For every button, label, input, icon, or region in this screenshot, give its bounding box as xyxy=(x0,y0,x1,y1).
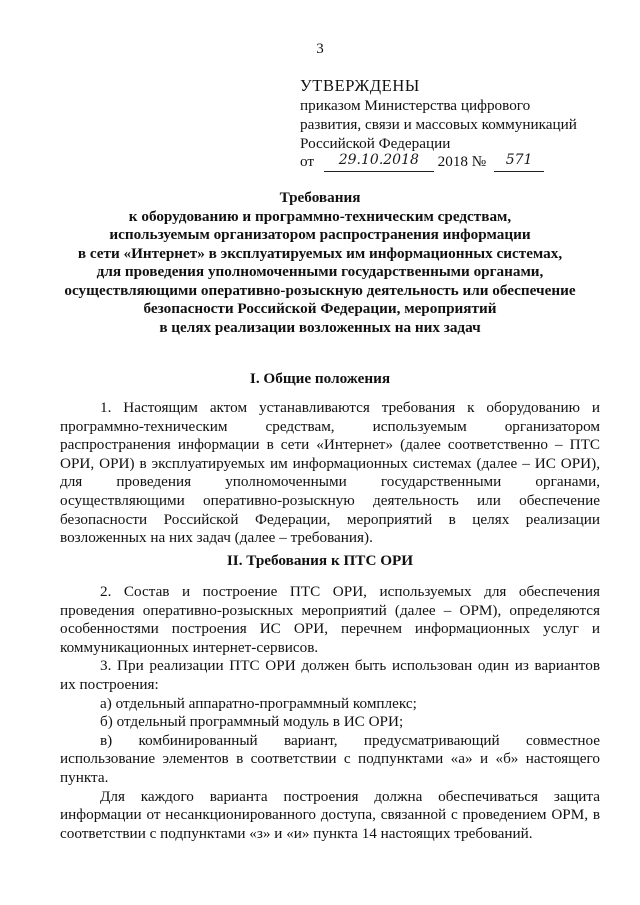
section-1-heading: I. Общие положения xyxy=(249,370,391,387)
title-line-5: для проведения уполномоченными государственными органами, xyxy=(96,263,544,280)
title-line-3: используемым организатором распространения информации xyxy=(109,226,531,243)
approval-block xyxy=(300,76,600,172)
paragraph-2: 2. Состав и построение ПТС ОРИ, используемых для обеспечения проведения оперативно-розыскных мероприятий (далее – ОРМ), определяются особенностями построения ИС ОРИ, перечнем информационных услуг и коммуникационных интернет-сервисов. xyxy=(60,583,600,656)
approval-heading: УТВЕРЖДЕНЫ xyxy=(300,76,420,95)
title-line-8: в целях реализации возложенных на них задач xyxy=(159,318,481,336)
paragraph-last: Для каждого варианта построения должна обеспечиваться защита информации от несанкционированного доступа, связанной с проведением ОРМ, в соответствии с подпунктами «з» и «и» пункта 14 настоящих требований. xyxy=(60,787,600,842)
title-line-4: в сети «Интернет» в эксплуатируемых им информационных системах, xyxy=(77,244,563,262)
year-number-label: 2018 № xyxy=(437,153,487,170)
approval-date-number-row xyxy=(300,153,600,172)
title-line-6: осуществляющими оперативно-розыскную деятельность или обеспечение xyxy=(64,281,576,299)
approval-line-2: развития, связи и массовых коммуникаций xyxy=(300,116,577,133)
title-line-1: Требования xyxy=(279,189,361,206)
title-line-2: к оборудованию и программно-техническим средствам, xyxy=(128,207,512,225)
list-item-a: а) отдельный аппаратно-программный комплекс; xyxy=(100,694,417,712)
handwritten-date: 29.10.2018 xyxy=(338,151,419,168)
section-2-heading: II. Требования к ПТС ОРИ xyxy=(226,552,414,569)
document-title xyxy=(40,189,600,337)
handwritten-number: 571 xyxy=(505,151,533,168)
section-2-body xyxy=(60,583,600,843)
approval-line-1: приказом Министерства цифрового xyxy=(300,97,531,114)
list-item-b: б) отдельный программный модуль в ИС ОРИ; xyxy=(100,713,404,731)
list-item-v: в) комбинированный вариант, предусматривающий совместное использование элементов в соответствии с подпунктами «а» и «б» настоящего пункта. xyxy=(60,731,600,786)
title-line-7: безопасности Российской Федерации, мероприятий xyxy=(143,300,497,317)
paragraph-1: 1. Настоящим актом устанавливаются требования к оборудованию и программно-техническим средствам, используемым организатором распространения информации в сети «Интернет» (далее соответственно – ПТС ОРИ, ОРИ) в эксплуатируемых им информационных системах (далее – ИС ОРИ), для проведения уполномоченными государственными органами, осуществляющими оперативно-розыскную деятельность или обеспечение безопасности Российской Федерации, мероприятий в целях реализации возложенных на них задач (далее – требования). xyxy=(60,399,600,547)
page-number: 3 xyxy=(316,41,324,57)
paragraph-3: 3. При реализации ПТС ОРИ должен быть использован один из вариантов их построения: xyxy=(60,657,600,693)
from-label: от xyxy=(300,153,315,170)
section-1-body xyxy=(60,399,600,548)
number-blank xyxy=(494,151,544,172)
approval-line-3: Российской Федерации xyxy=(300,135,451,152)
date-blank xyxy=(324,151,434,172)
